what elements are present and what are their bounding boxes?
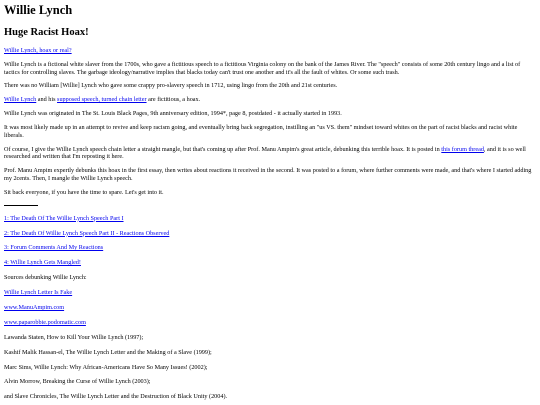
fictitious-paragraph	[4, 96, 536, 104]
source-link-item	[4, 289, 536, 297]
sit-back-paragraph: Sit back everyone, if you have the time to spare. Let's get into it.	[4, 188, 164, 196]
paparobbie-link[interactable]: www.paparobbie.podomatic.com	[4, 318, 86, 326]
book-citation: and Slave Chronicles, The Willie Lynch Letter and the Destruction of Black Unity (2004).	[4, 393, 228, 401]
page-title: Willie Lynch	[4, 3, 73, 17]
sources-list	[4, 274, 536, 401]
letter-is-fake-link[interactable]: Willie Lynch Letter Is Fake	[4, 289, 73, 297]
section-link-item	[4, 230, 536, 238]
fictitious-text-1: and his	[36, 96, 58, 104]
course-paragraph	[4, 146, 536, 161]
book-citation: Kashif Malik Hassan-el, The Willie Lynch Letter and the Making of a Slave (1999);	[4, 348, 212, 356]
sources-heading: Sources debunking Willie Lynch:	[4, 274, 87, 282]
source-link-item	[4, 319, 536, 327]
willie-lynch-link[interactable]: Willie Lynch	[4, 96, 37, 104]
speech-paragraph: There was no William [Willie] Lynch who gave some crappy pro-slavery speech in 1712, using lingo from the 20th and 21st centuries.	[4, 82, 338, 90]
forum-thread-link[interactable]: this forum thread	[441, 145, 484, 153]
section-link-forum-comments[interactable]: 3: Forum Comments And My Reactions	[4, 244, 104, 252]
ampim-paragraph: Prof. Manu Ampim expertly debunks this hoax in the first essay, then writes about reactions it received in the second. It was posted to a forum, where further comments were made, and that's where I started adding my 2cents. Then, I mangle the Willie Lynch speech.	[4, 167, 532, 183]
section-link-mangled[interactable]: 4: Willie Lynch Gets Mangled!	[4, 259, 81, 267]
section-links	[4, 215, 536, 267]
book-citation: Alvin Morrow, Breaking the Curse of Willie Lynch (2003);	[4, 378, 151, 386]
intro-paragraph: Willie Lynch is a fictional white slaver from the 1700s, who gave a fictitious speech to a fictitious Virginia colony on the bank of the James River. The "speech" consists of some 20th century lingo and a list of tactics for controlling slaves. The garbage ideology/narrative implies that blacks today can't trust one another and it's all the fault of whites. Or some such trash.	[4, 60, 521, 76]
course-text-1: Of course, I give the Willie Lynch speech chain letter a straight mangle, but that's coming up after Prof. Manu Ampim's great article, debunking this terrible hoax. It is posted in	[4, 145, 442, 153]
section-link-item	[4, 259, 536, 267]
section-link-item	[4, 244, 536, 252]
hoax-or-real-link[interactable]: Willie Lynch, hoax or real?	[4, 47, 72, 54]
section-divider	[4, 205, 38, 206]
page-subtitle: Huge Racist Hoax!	[4, 27, 89, 38]
book-citation: Lawanda Staten, How to Kill Your Willie Lynch (1997);	[4, 333, 144, 341]
manuampim-link[interactable]: www.ManuAmpim.com	[4, 303, 65, 311]
originated-paragraph: Willie Lynch was originated in The St. Louis Black Pages, 9th anniversary edition, 1994*, page 8, postdated - it actually started in 1993.	[4, 110, 342, 118]
book-citation: Marc Sims, Willie Lynch: Why African-Americans Have So Many Issues! (2002);	[4, 363, 208, 371]
section-link-part-1[interactable]: 1: The Death Of The Willie Lynch Speech Part I	[4, 214, 124, 222]
section-link-item	[4, 215, 536, 223]
course-text-2: , and it is so well researched and written that I'm reposting it here.	[4, 145, 526, 161]
top-link-paragraph	[4, 47, 536, 55]
section-link-part-2[interactable]: 2: The Death Of Willie Lynch Speech Part II - Reactions Observed	[4, 229, 170, 237]
purpose-paragraph: It was most likely made up in an attempt to revive and keep racism going, and eventually bring back segregation, instilling an "us VS. them" mindset toward whites on the part of racist blacks and racist white liberals.	[4, 124, 518, 139]
supposed-speech-link[interactable]: supposed speech, turned chain letter	[57, 96, 147, 104]
fictitious-text-2: are fictitious, a hoax.	[146, 96, 201, 104]
source-link-item	[4, 304, 536, 312]
